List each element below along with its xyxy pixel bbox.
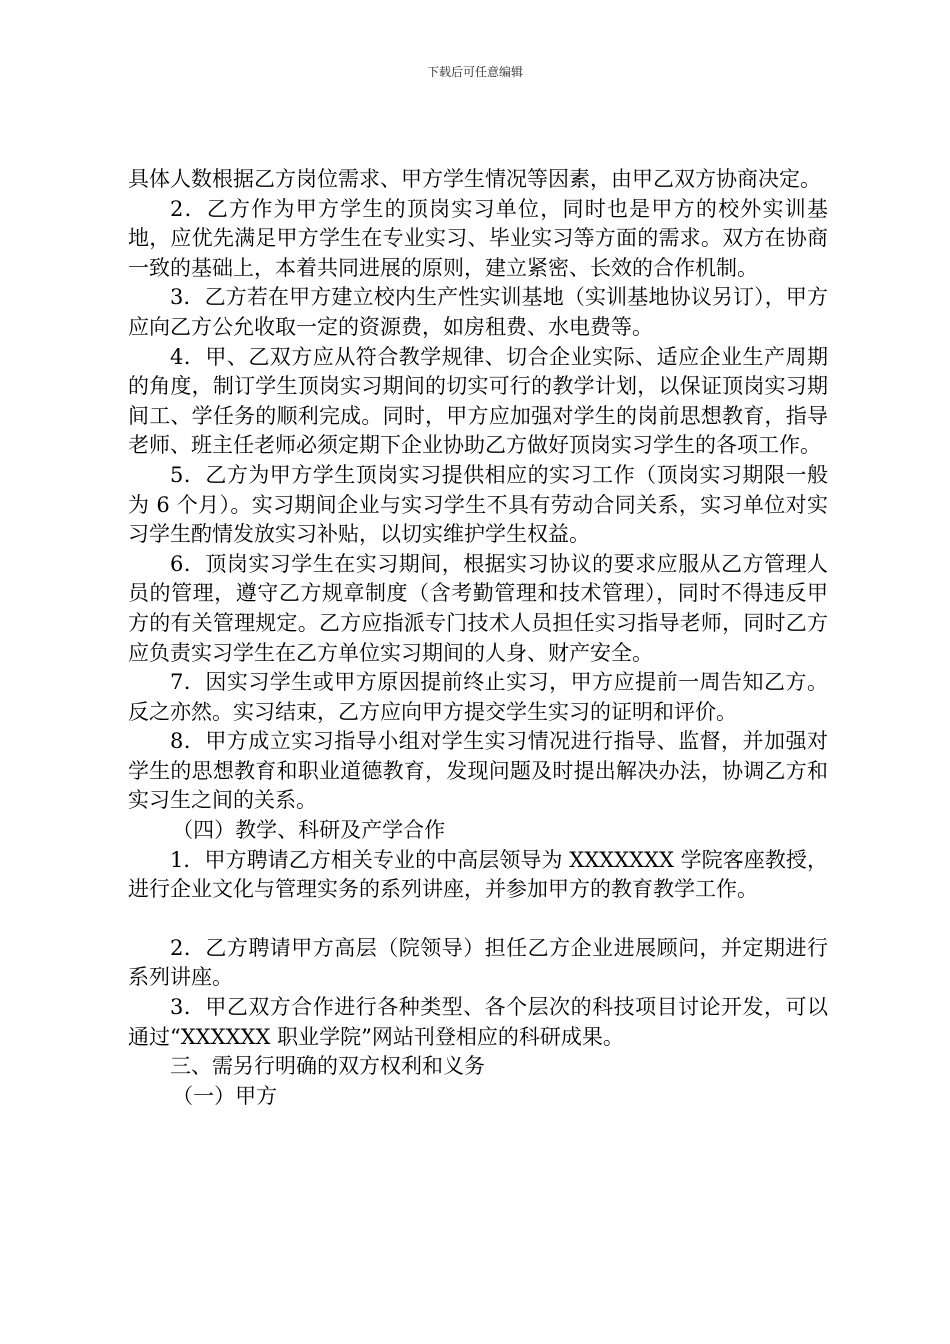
- paragraph-item-2: 2．乙方作为甲方学生的顶岗实习单位，同时也是甲方的校外实训基地，应优先满足甲方学生在专业实习、毕业实习等方面的需求。双方在协商一致的基础上，本着共同进展的原则，建立紧密、长效的合作机制。: [128, 196, 828, 280]
- section-heading-rights-obligations: 三、需另行明确的双方权利和义务: [170, 1054, 485, 1079]
- paragraph-item-7: 7．因实习学生或甲方原因提前终止实习，甲方应提前一周告知乙方。反之亦然。实习结束，乙方应向甲方提交学生实习的证明和评价。: [128, 670, 828, 724]
- paragraph-item-6: 6．顶岗实习学生在实习期间，根据实习协议的要求应服从乙方管理人员的管理，遵守乙方规章制度（含考勤管理和技术管理），同时不得违反甲方的有关管理规定。乙方应指派专门技术人员担任实习指导老师，同时乙方应负责实习学生在乙方单位实习期间的人身、财产安全。: [128, 551, 828, 665]
- document-body: [128, 165, 828, 1111]
- paragraph-item-5: 5．乙方为甲方学生顶岗实习提供相应的实习工作（顶岗实习期限一般为 6 个月）。实习期间企业与实习学生不具有劳动合同关系，实习单位对实习学生酌情发放实习补贴，以切实维护学生权益。: [128, 462, 828, 547]
- paragraph-item-3: 3．乙方若在甲方建立校内生产性实训基地（实训基地协议另订），甲方应向乙方公允收取一定的资源费，如房租费、水电费等。: [128, 285, 828, 339]
- paragraph-s4-item-1: 1．甲方聘请乙方相关专业的中高层领导为 XXXXXXX 学院客座教授，进行企业文化与管理实务的系列讲座，并参加甲方的教育教学工作。: [128, 847, 828, 902]
- paragraph-continued: 具体人数根据乙方岗位需求、甲方学生情况等因素，由甲乙双方协商决定。: [128, 167, 821, 191]
- section-heading-teaching-research: （四）教学、科研及产学合作: [172, 818, 446, 843]
- subsection-heading-party-a: （一）甲方: [172, 1083, 278, 1108]
- paragraph-item-4: 4．甲、乙双方应从符合教学规律、切合企业实际、适应企业生产周期的角度，制订学生顶岗实习期间的切实可行的教学计划，以保证顶岗实习期间工、学任务的顺利完成。同时，甲方应加强对学生的岗前思想教育，指导老师、班主任老师必须定期下企业协助乙方做好顶岗实习学生的各项工作。: [128, 344, 828, 458]
- paragraph-s4-item-3: 3．甲乙双方合作进行各种类型、各个层次的科技项目讨论开发，可以通过“XXXXXX 职业学院”网站刊登相应的科研成果。: [128, 995, 828, 1049]
- page-header: 下载后可任意编辑: [426, 65, 523, 79]
- paragraph-item-8: 8．甲方成立实习指导小组对学生实习情况进行指导、监督，并加强对学生的思想教育和职业道德教育，发现问题及时提出解决办法，协调乙方和实习生之间的关系。: [128, 729, 828, 813]
- paragraph-s4-item-2: 2．乙方聘请甲方高层（院领导）担任乙方企业进展顾问，并定期进行系列讲座。: [128, 935, 828, 990]
